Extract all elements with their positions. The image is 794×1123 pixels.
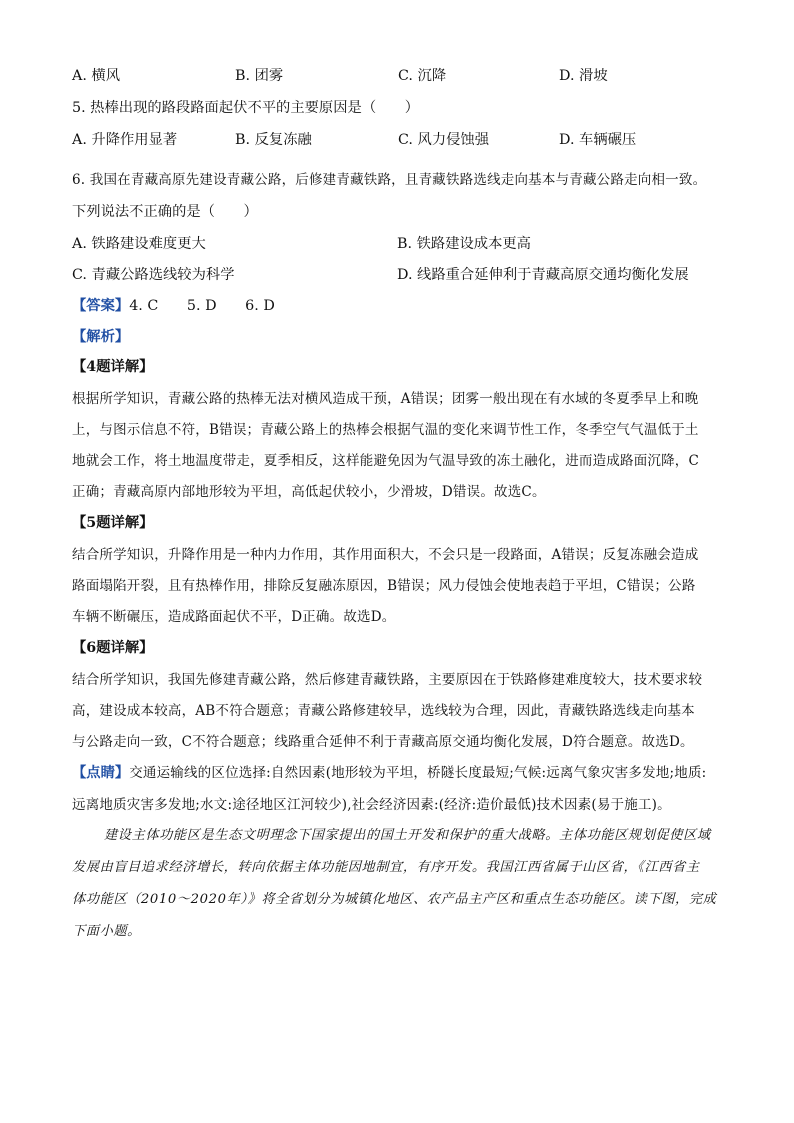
- q5-detail-line: 车辆不断碾压，造成路面起伏不平，D正确。故选D。: [72, 609, 396, 625]
- q4-option-a: A. 横风: [72, 68, 121, 84]
- tip-label: 【点睛】: [72, 765, 130, 781]
- tip-text-line1: 交通运输线的区位选择:自然因素(地形较为平坦，桥隧长度最短;气候:远离气象灾害多发地;地质:: [129, 765, 707, 781]
- q6-detail-line: 与公路走向一致，C不符合题意；线路重合延伸不利于青藏高原交通均衡化发展，D符合题意。故选D。: [72, 734, 694, 750]
- q6-option-a: A. 铁路建设难度更大: [72, 236, 206, 252]
- q6-option-c: C. 青藏公路选线较为科学: [72, 267, 235, 283]
- q4-options: [72, 66, 732, 86]
- q6-options-row2: [72, 265, 732, 285]
- q6-option-d: D. 线路重合延伸利于青藏高原交通均衡化发展: [397, 267, 689, 283]
- q4-detail-heading: 【4题详解】: [72, 359, 154, 375]
- q5-detail-line: 结合所学知识，升降作用是一种内力作用，其作用面积大，不会只是一段路面，A错误；反复冻融会造成: [72, 547, 699, 563]
- q5-option-d: D. 车辆碾压: [559, 132, 637, 148]
- q5-detail-heading: 【5题详解】: [72, 515, 154, 531]
- tip-line2: 远离地质灾害多发地;水文:途径地区江河较少),社会经济因素:(经济:造价最低)技术因素(易于施工)。: [72, 797, 671, 813]
- tip-line1: [72, 763, 706, 783]
- q6-option-b: B. 铁路建设成本更高: [397, 236, 531, 252]
- q4-option-c: C. 沉降: [398, 68, 447, 84]
- analysis-label: 【解析】: [72, 329, 130, 345]
- q4-detail-line: 根据所学知识，青藏公路的热棒无法对横风造成干预，A错误；团雾一般出现在有水域的冬夏季早上和晚: [72, 391, 699, 407]
- passage-line: 发展由盲目追求经济增长，转向依据主体功能因地制宜，有序开发。我国江西省属于山区省，《江西省主: [72, 860, 700, 875]
- q4-option-b: B. 团雾: [235, 68, 284, 84]
- passage-line: 体功能区（2010～2020年）》将全省划分为城镇化地区、农产品主产区和重点生态功能区。读下图，完成: [72, 892, 717, 907]
- q4-detail-line: 上，与图示信息不符，B错误；青藏公路上的热棒会根据气温的变化来调节性工作，冬季空气气温低于土: [72, 422, 699, 438]
- answer-text: 4. C 5. D 6. D: [129, 298, 275, 314]
- q6-options-row1: [72, 234, 732, 254]
- q5-option-b: B. 反复冻融: [235, 132, 312, 148]
- passage-line: 建设主体功能区是生态文明理念下国家提出的国土开发和保护的重大战略。主体功能区规划促使区域: [104, 828, 711, 843]
- q6-detail-line: 高，建设成本较高，AB不符合题意；青藏公路修建较早，选线较为合理，因此，青藏铁路选线走向基本: [72, 703, 695, 719]
- answer-line: [72, 296, 275, 316]
- q4-option-d: D. 滑坡: [559, 68, 608, 84]
- q6-stem-line2: 下列说法不正确的是（ ）: [72, 204, 258, 220]
- q4-detail-line: 地就会工作，将土地温度带走，夏季相反，这样能避免因为气温导致的冻土融化，进而造成路面沉降，C: [72, 453, 700, 469]
- q5-detail-line: 路面塌陷开裂，且有热棒作用，排除反复融冻原因，B错误；风力侵蚀会使地表趋于平坦，C错误；公路: [72, 578, 696, 594]
- q5-stem: 5. 热棒出现的路段路面起伏不平的主要原因是（ ）: [72, 100, 420, 116]
- q6-detail-line: 结合所学知识，我国先修建青藏公路，然后修建青藏铁路，主要原因在于铁路修建难度较大，技术要求较: [72, 672, 703, 688]
- q5-options: [72, 130, 732, 150]
- passage-line: 下面小题。: [72, 924, 141, 939]
- q6-stem-line1: 6. 我国在青藏高原先建设青藏公路，后修建青藏铁路，且青藏铁路选线走向基本与青藏公路走向相一致。: [72, 172, 707, 188]
- q6-detail-heading: 【6题详解】: [72, 640, 154, 656]
- answer-label: 【答案】: [72, 298, 130, 314]
- q5-option-c: C. 风力侵蚀强: [398, 132, 490, 148]
- q4-detail-line: 正确；青藏高原内部地形较为平坦，高低起伏较小，少滑坡，D错误。故选C。: [72, 484, 546, 500]
- q5-option-a: A. 升降作用显著: [72, 132, 178, 148]
